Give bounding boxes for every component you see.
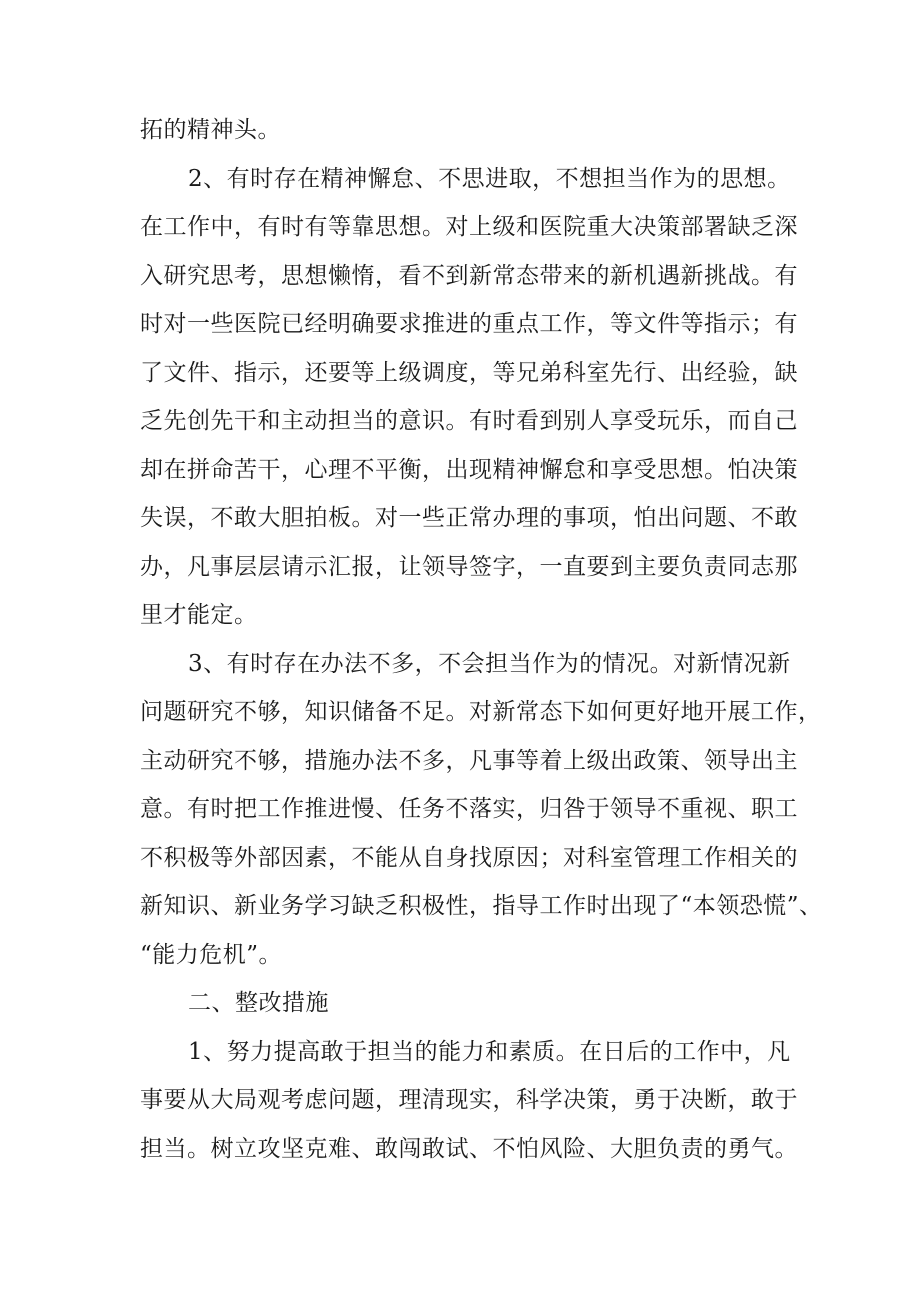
text-line: 在工作中，有时有等靠思想。对上级和医院重大决策部署缺乏深 [140,214,798,240]
text-line: 失误，不敢大胆拍板。对一些正常办理的事项，怕出问题、不敢 [140,505,798,531]
paragraph [140,155,808,640]
text-line: 却在拼命苦干，心理不平衡，出现精神懈怠和享受思想。怕决策 [140,456,798,483]
text-line: 了文件、指示，还要等上级调度，等兄弟科室先行、出经验，缺 [140,359,798,386]
text-line: 不积极等外部因素，不能从自身找原因；对科室管理工作相关的 [140,844,798,871]
text-line: 2、有时存在精神懈怠、不思进取，不想担当作为的思想。 [188,165,791,192]
text-line: 乏先创先干和主动担当的意识。有时看到别人享受玩乐，而自己 [140,408,798,434]
paragraph [140,1028,808,1174]
text-line: 办，凡事层层请示汇报，让领导签字，一直要到主要负责同志那 [140,553,798,580]
paragraph [140,106,808,155]
text-line: 主动研究不够，措施办法不多，凡事等着上级出政策、领导出主 [140,747,798,774]
text-line: “能力危机”。 [140,941,283,968]
text-line: 新知识、新业务学习缺乏积极性，指导工作时出现了“本领恐慌”、 [140,893,823,919]
text-line: 事要从大局观考虑问题，理清现实，科学决策，勇于决断，敢于 [140,1087,798,1113]
text-line: 二、整改措施 [188,990,329,1016]
text-line: 问题研究不够，知识储备不足。对新常态下如何更好地开展工作， [140,699,822,725]
text-line: 1、努力提高敢于担当的能力和素质。在日后的工作中，凡 [188,1038,791,1065]
text-line: 意。有时把工作推进慢、任务不落实，归咎于领导不重视、职工 [140,796,798,822]
document-body [140,106,823,1173]
text-line: 里才能定。 [140,602,258,628]
text-line: 入研究思考，思想懒惰，看不到新常态带来的新机遇新挑战。有 [140,262,798,289]
section-heading [140,979,808,1028]
text-line: 拓的精神头。 [140,117,281,143]
paragraph [140,640,823,980]
text-line: 担当。树立攻坚克难、敢闯敢试、不怕风险、大胆负责的勇气。 [140,1135,798,1162]
text-line: 时对一些医院已经明确要求推进的重点工作，等文件等指示；有 [140,311,798,337]
text-line: 3、有时存在办法不多，不会担当作为的情况。对新情况新 [188,650,791,677]
